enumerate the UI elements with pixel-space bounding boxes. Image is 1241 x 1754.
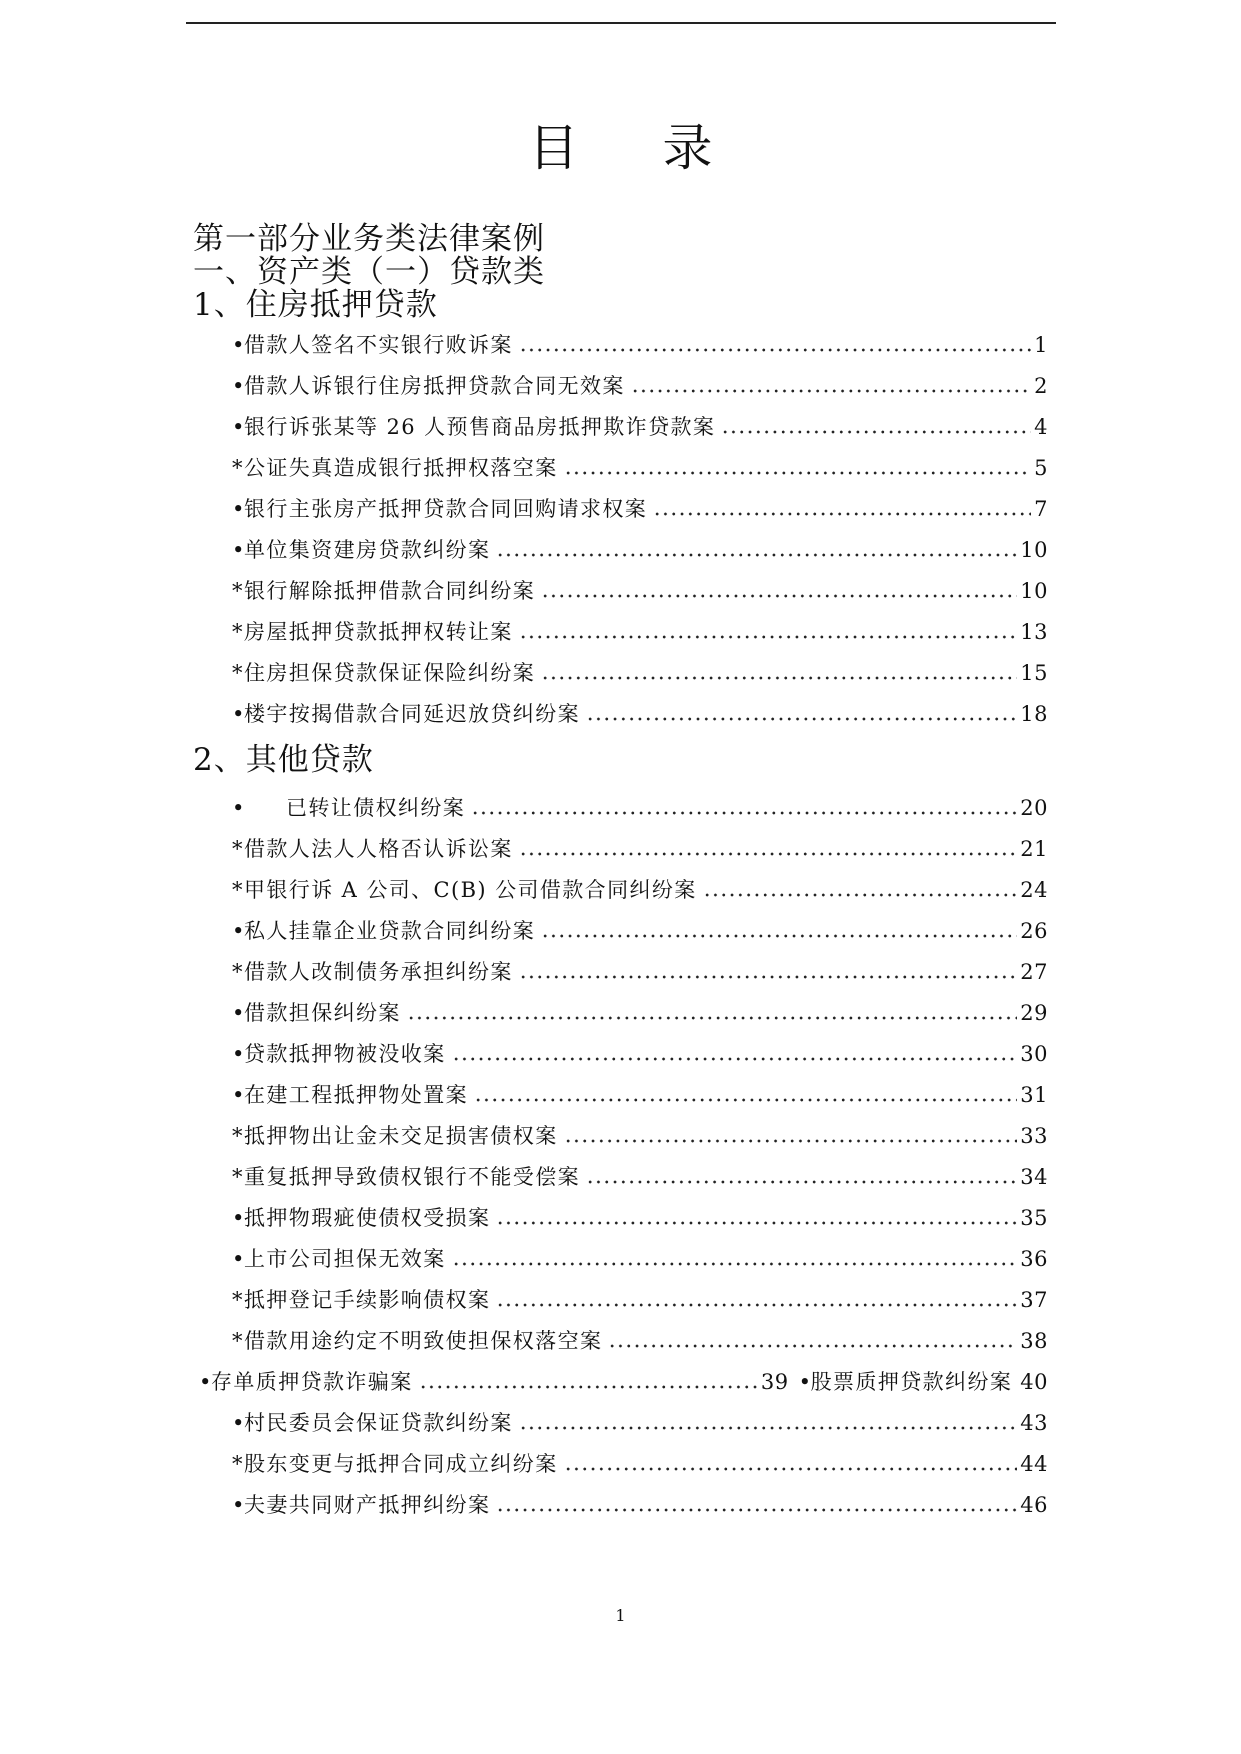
entry-bullet: • bbox=[232, 415, 245, 439]
entry-bullet: • bbox=[232, 333, 245, 357]
entry-title: 楼宇按揭借款合同延迟放贷纠纷案 bbox=[244, 702, 580, 726]
entry-bullet: • bbox=[232, 796, 245, 820]
toc-entry[interactable] bbox=[232, 1205, 1048, 1231]
entry-page: 38 bbox=[1020, 1329, 1048, 1353]
entry-title: 抵押物出让金未交足损害债权案 bbox=[244, 1124, 558, 1148]
toc-entry[interactable] bbox=[232, 660, 1048, 686]
entry-page: 30 bbox=[1020, 1042, 1048, 1066]
entry-bullet: • bbox=[232, 1493, 245, 1517]
dot-leader bbox=[496, 1220, 1017, 1226]
entry-bullet: • bbox=[199, 1370, 212, 1394]
entry-bullet: • bbox=[232, 497, 245, 521]
dot-leader bbox=[452, 1056, 1018, 1062]
entry-bullet: • bbox=[232, 702, 245, 726]
entry-title: 借款人改制债务承担纠纷案 bbox=[244, 960, 513, 984]
dot-leader bbox=[541, 933, 1017, 939]
entry-title: 上市公司担保无效案 bbox=[244, 1247, 446, 1271]
toc-entry[interactable] bbox=[232, 1246, 1048, 1272]
toc-entry[interactable] bbox=[232, 578, 1048, 604]
entry-bullet: • bbox=[232, 1042, 245, 1066]
entry-bullet: • bbox=[232, 1001, 245, 1025]
dot-leader bbox=[519, 974, 1017, 980]
dot-leader bbox=[496, 1507, 1017, 1513]
toc-entry[interactable] bbox=[232, 836, 1048, 862]
section-heading-1: 1、住房抵押贷款 bbox=[193, 287, 438, 323]
entry-bullet: * bbox=[232, 1452, 243, 1476]
entry-page: 43 bbox=[1020, 1411, 1048, 1435]
entry-bullet: • bbox=[232, 1411, 245, 1435]
entry-title: 甲银行诉 A 公司、C(B) 公司借款合同纠纷案 bbox=[244, 878, 697, 902]
entry-page: 2 bbox=[1034, 374, 1048, 398]
dot-leader bbox=[564, 1466, 1018, 1472]
entry-bullet: * bbox=[232, 878, 243, 902]
dot-leader bbox=[653, 511, 1031, 517]
entry-title: 单位集资建房贷款纠纷案 bbox=[244, 538, 491, 562]
toc-entry[interactable] bbox=[232, 959, 1048, 985]
toc-entry[interactable] bbox=[232, 496, 1048, 522]
toc-entry[interactable] bbox=[232, 1328, 1048, 1354]
dot-leader bbox=[541, 593, 1017, 599]
entry-title: 村民委员会保证贷款纠纷案 bbox=[244, 1411, 513, 1435]
toc-entry[interactable] bbox=[232, 1123, 1048, 1149]
entry-page: 40 bbox=[1020, 1370, 1048, 1394]
toc-entry[interactable] bbox=[232, 1164, 1048, 1190]
entry-page: 36 bbox=[1020, 1247, 1048, 1271]
dot-leader bbox=[519, 851, 1017, 857]
entry-bullet: • bbox=[232, 1083, 245, 1107]
entry-title: 股票质押贷款纠纷案 bbox=[810, 1370, 1013, 1394]
entry-title: 借款人诉银行住房抵押贷款合同无效案 bbox=[244, 374, 625, 398]
dot-leader bbox=[564, 470, 1032, 476]
toc-entry[interactable] bbox=[232, 332, 1048, 358]
entry-bullet: • bbox=[232, 919, 245, 943]
entry-page: 39 bbox=[760, 1370, 789, 1394]
entry-title: 住房担保贷款保证保险纠纷案 bbox=[244, 661, 536, 685]
entry-title: 银行解除抵押借款合同纠纷案 bbox=[244, 579, 536, 603]
entry-page: 34 bbox=[1020, 1165, 1048, 1189]
page-title: 目 录 bbox=[528, 119, 747, 177]
dot-leader bbox=[586, 1179, 1017, 1185]
dot-leader bbox=[631, 388, 1031, 394]
category-heading: 一、资产类（一）贷款类 bbox=[193, 254, 545, 290]
dot-leader bbox=[703, 892, 1018, 898]
entry-bullet: * bbox=[232, 837, 243, 861]
entry-bullet: * bbox=[232, 1288, 243, 1312]
entry-bullet: * bbox=[232, 1329, 243, 1353]
entry-page: 7 bbox=[1034, 497, 1048, 521]
entry-title: 公证失真造成银行抵押权落空案 bbox=[244, 456, 558, 480]
toc-entry[interactable] bbox=[232, 455, 1048, 481]
entry-page: 37 bbox=[1020, 1288, 1048, 1312]
entry-title: 贷款抵押物被没收案 bbox=[244, 1042, 446, 1066]
entry-page: 24 bbox=[1020, 878, 1048, 902]
entry-title: 借款人法人人格否认诉讼案 bbox=[244, 837, 513, 861]
toc-entry[interactable] bbox=[232, 1000, 1048, 1026]
entry-title: 借款人签名不实银行败诉案 bbox=[244, 333, 513, 357]
toc-entry[interactable] bbox=[232, 877, 1048, 903]
entry-bullet: • bbox=[232, 538, 245, 562]
dot-leader bbox=[586, 716, 1017, 722]
dot-leader bbox=[519, 634, 1017, 640]
entry-title: 在建工程抵押物处置案 bbox=[244, 1083, 468, 1107]
dot-leader bbox=[452, 1261, 1018, 1267]
entry-bullet: * bbox=[232, 661, 243, 685]
entry-page: 46 bbox=[1020, 1493, 1048, 1517]
section-heading-2: 2、其他贷款 bbox=[193, 742, 374, 778]
entry-title: 借款用途约定不明致使担保权落空案 bbox=[244, 1329, 603, 1353]
entry-bullet: • bbox=[232, 1206, 245, 1230]
toc-entry[interactable] bbox=[232, 414, 1048, 440]
toc-entry[interactable] bbox=[232, 701, 1048, 727]
entry-page: 4 bbox=[1034, 415, 1048, 439]
dot-leader bbox=[471, 810, 1017, 816]
part-heading: 第一部分业务类法律案例 bbox=[193, 221, 545, 257]
toc-entry[interactable] bbox=[232, 1041, 1048, 1067]
entry-bullet: • bbox=[232, 1247, 245, 1271]
entry-title: 已转让债权纠纷案 bbox=[286, 796, 466, 820]
entry-title: 私人挂靠企业贷款合同纠纷案 bbox=[244, 919, 536, 943]
entry-title: 抵押物瑕疵使债权受损案 bbox=[244, 1206, 491, 1230]
entry-title: 抵押登记手续影响债权案 bbox=[244, 1288, 491, 1312]
entry-page: 44 bbox=[1020, 1452, 1048, 1476]
entry-title: 重复抵押导致债权银行不能受偿案 bbox=[244, 1165, 580, 1189]
entry-page: 27 bbox=[1020, 960, 1048, 984]
entry-bullet: * bbox=[232, 1124, 243, 1148]
page-number: 1 bbox=[615, 1606, 626, 1625]
dot-leader bbox=[407, 1015, 1017, 1021]
toc-entry[interactable] bbox=[232, 619, 1048, 645]
entry-bullet: * bbox=[232, 960, 243, 984]
top-rule bbox=[186, 22, 1056, 24]
entry-page: 10 bbox=[1020, 579, 1048, 603]
entry-page: 13 bbox=[1020, 620, 1048, 644]
toc-entry[interactable] bbox=[232, 1082, 1048, 1108]
toc-entry[interactable] bbox=[232, 1410, 1048, 1436]
entry-page: 20 bbox=[1020, 796, 1048, 820]
entry-title: 存单质押贷款诈骗案 bbox=[211, 1370, 413, 1394]
entry-bullet: * bbox=[232, 1165, 243, 1189]
entry-bullet: • bbox=[232, 374, 245, 398]
entry-page: 15 bbox=[1020, 661, 1048, 685]
entry-page: 18 bbox=[1020, 702, 1048, 726]
toc-entry[interactable] bbox=[232, 1451, 1048, 1477]
dot-leader bbox=[541, 675, 1017, 681]
dot-leader bbox=[519, 347, 1031, 353]
entry-bullet: * bbox=[232, 620, 243, 644]
entry-title: 股东变更与抵押合同成立纠纷案 bbox=[244, 1452, 558, 1476]
dot-leader bbox=[419, 1384, 758, 1390]
dot-leader bbox=[496, 1302, 1017, 1308]
toc-entry[interactable] bbox=[232, 795, 1048, 821]
entry-page: 29 bbox=[1020, 1001, 1048, 1025]
entry-title: 银行诉张某等 26 人预售商品房抵押欺诈贷款案 bbox=[244, 415, 716, 439]
entry-page: 10 bbox=[1020, 538, 1048, 562]
dot-leader bbox=[519, 1425, 1017, 1431]
toc-entry[interactable] bbox=[232, 1492, 1048, 1518]
dot-leader bbox=[496, 552, 1017, 558]
dot-leader bbox=[721, 429, 1031, 435]
dot-leader bbox=[474, 1097, 1017, 1103]
entry-title: 借款担保纠纷案 bbox=[244, 1001, 401, 1025]
toc-entry[interactable] bbox=[232, 373, 1048, 399]
toc-entry[interactable] bbox=[232, 1287, 1048, 1313]
toc-entry[interactable] bbox=[232, 918, 1048, 944]
toc-entry-combined[interactable] bbox=[199, 1369, 1048, 1395]
entry-title: 房屋抵押贷款抵押权转让案 bbox=[244, 620, 513, 644]
dot-leader bbox=[608, 1343, 1017, 1349]
entry-page: 26 bbox=[1020, 919, 1048, 943]
entry-page: 31 bbox=[1020, 1083, 1048, 1107]
entry-title: 银行主张房产抵押贷款合同回购请求权案 bbox=[244, 497, 648, 521]
toc-entry[interactable] bbox=[232, 537, 1048, 563]
dot-leader bbox=[564, 1138, 1018, 1144]
entry-page: 21 bbox=[1020, 837, 1048, 861]
entry-bullet: * bbox=[232, 456, 243, 480]
entry-page: 35 bbox=[1020, 1206, 1048, 1230]
entry-page: 5 bbox=[1034, 456, 1048, 480]
entry-page: 1 bbox=[1034, 333, 1048, 357]
second-entry[interactable] bbox=[799, 1369, 1048, 1395]
entry-bullet: * bbox=[232, 579, 243, 603]
entry-bullet: • bbox=[798, 1370, 812, 1394]
entry-title: 夫妻共同财产抵押纠纷案 bbox=[244, 1493, 491, 1517]
entry-page: 33 bbox=[1020, 1124, 1048, 1148]
